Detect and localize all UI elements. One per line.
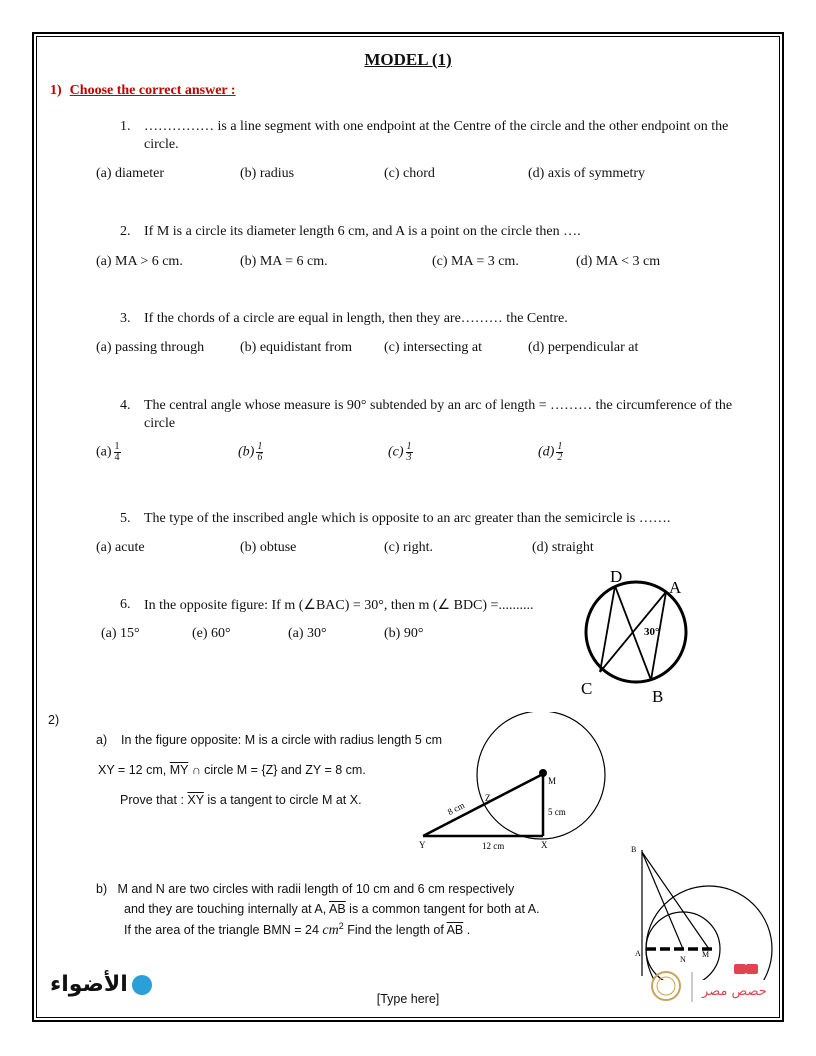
section1-number: 1)	[50, 83, 62, 98]
touching-circles-figure	[626, 838, 776, 980]
option-a[interactable]: (a) passing through	[96, 340, 205, 355]
option-d[interactable]	[538, 442, 563, 463]
segment-bm	[642, 852, 709, 949]
label-m: M	[702, 950, 710, 959]
question-text: The type of the inscribed angle which is opposite to an arc greater than the semicircle is …….	[144, 511, 671, 526]
question-text-cont: circle	[144, 416, 176, 431]
option-prefix: (b)	[238, 444, 255, 460]
option-a[interactable]: (a) acute	[96, 540, 145, 555]
question-text: If M is a circle its diameter length 6 cm, and A is a point on the circle then ….	[144, 224, 581, 239]
option-c[interactable]	[388, 442, 413, 463]
option-b[interactable]	[238, 442, 263, 463]
part-a-label: a)	[96, 733, 108, 747]
label-m: M	[548, 776, 557, 786]
segment-ab: $\overline{AB}$	[446, 923, 464, 938]
fraction-denominator: 2	[557, 452, 563, 463]
unit-exponent: 2	[338, 921, 344, 931]
label-z: Z	[485, 793, 491, 803]
section1-heading	[50, 83, 236, 99]
option-a-2[interactable]: (a) 30°	[288, 626, 327, 641]
part-b-label: b)	[96, 882, 108, 896]
segment-ym	[423, 774, 543, 836]
logo-text: حصص مصر	[702, 984, 767, 999]
question-text: The central angle whose measure is 90° subtended by an arc of length = ……… the circumference of the	[144, 398, 733, 413]
question-number: 3.	[120, 311, 131, 326]
label-n: N	[680, 955, 686, 964]
option-e[interactable]: (e) 60°	[192, 626, 231, 641]
question-number: 1.	[120, 119, 131, 134]
label-a: A	[635, 949, 641, 958]
section1-title: Choose the correct answer :	[69, 83, 236, 98]
option-b[interactable]: (b) obtuse	[240, 540, 297, 555]
option-b[interactable]: (b) 90°	[384, 626, 424, 641]
option-prefix: (c)	[388, 444, 404, 460]
circle-figure-1	[570, 560, 710, 710]
question-text: In the opposite figure: If m (∠BAC) = 30°, then m (∠ BDC) =..........	[144, 598, 534, 613]
option-d[interactable]: (d) MA < 3 cm	[576, 254, 661, 269]
text: is a tangent to circle M at X.	[203, 793, 362, 807]
fraction-numerator: 1	[406, 441, 412, 452]
question-text: If the chords of a circle are equal in length, then they are……… the Centre.	[144, 311, 568, 326]
page-title: MODEL (1)	[364, 50, 452, 69]
fraction-denominator: 6	[257, 452, 263, 463]
part-b-line2	[124, 902, 540, 916]
logo-circle-icon	[132, 975, 152, 995]
option-c[interactable]: (c) right.	[384, 540, 433, 555]
question-number: 2.	[120, 224, 131, 239]
segment-xy: $\overline{XY}$	[187, 793, 204, 807]
publisher-logo-right	[646, 962, 778, 1006]
part-b-text: M and N are two circles with radii length of 10 cm and 6 cm respectively	[117, 882, 515, 896]
question-number: 6.	[120, 597, 131, 612]
option-prefix: (a)	[96, 444, 112, 460]
label-mx-length: 5 cm	[548, 807, 566, 817]
label-zy-length: 8 cm	[445, 800, 467, 817]
part-a-text: In the figure opposite: M is a circle with radius length 5 cm	[121, 733, 443, 747]
section2-number: 2)	[48, 713, 60, 727]
text: Find the length of	[343, 923, 447, 938]
option-c[interactable]: (c) MA = 3 cm.	[432, 254, 519, 269]
label-c: C	[581, 679, 593, 698]
text: XY = 12 cm,	[98, 763, 170, 777]
segment-my: $\overline{MY}$	[169, 763, 189, 777]
option-a[interactable]: (a) 15°	[101, 626, 140, 641]
part-b-line1	[96, 882, 514, 896]
question-number: 5.	[120, 511, 131, 526]
option-b[interactable]: (b) equidistant from	[240, 340, 352, 355]
fraction-numerator: 1	[557, 441, 563, 452]
option-c[interactable]: (c) intersecting at	[384, 340, 482, 355]
label-b: B	[631, 845, 637, 854]
text: and they are touching internally at A,	[124, 902, 329, 916]
label-xy-length: 12 cm	[482, 841, 505, 851]
fraction-denominator: 4	[114, 452, 120, 463]
option-d[interactable]: (d) straight	[532, 540, 594, 555]
question-number: 4.	[120, 398, 131, 413]
option-b[interactable]: (b) radius	[240, 166, 295, 181]
center-m	[539, 769, 547, 777]
chord-dc	[600, 586, 615, 672]
option-d[interactable]: (d) perpendicular at	[528, 340, 639, 355]
text: is a common tangent for both at A.	[345, 902, 540, 916]
part-b-line3	[124, 921, 470, 939]
fraction	[114, 442, 121, 463]
text: ∩ circle M = {Z} and ZY = 8 cm.	[188, 763, 366, 777]
text: If the area of the triangle BMN = 24	[124, 923, 323, 938]
label-d: D	[610, 567, 623, 586]
fraction-denominator: 3	[406, 452, 412, 463]
part-a-line3	[120, 793, 362, 807]
fraction-numerator: 1	[114, 441, 120, 452]
label-x: X	[541, 840, 548, 850]
option-c[interactable]: (c) chord	[384, 166, 435, 181]
label-b: B	[652, 687, 664, 706]
fraction	[406, 442, 413, 463]
option-prefix: (d)	[538, 444, 555, 460]
footer-placeholder: [Type here]	[376, 992, 440, 1006]
tangent-figure	[415, 712, 615, 854]
part-a-line1	[96, 733, 442, 747]
option-d[interactable]: (d) axis of symmetry	[528, 166, 646, 181]
unit: cm	[322, 923, 339, 939]
question-text: …………… is a line segment with one endpoint at the Centre of the circle and the other endpoint on the	[144, 119, 729, 134]
segment-ab: $\overline{AB}$	[329, 902, 346, 916]
option-a[interactable]: (a) diameter	[96, 166, 165, 181]
part-a-line2	[98, 763, 366, 777]
logo-text: الأضواء	[50, 972, 128, 997]
text: .	[463, 923, 471, 938]
text: Prove that :	[120, 793, 188, 807]
option-a[interactable]	[96, 442, 121, 463]
option-b[interactable]: (b) MA = 6 cm.	[240, 254, 328, 269]
publisher-logo-left	[50, 972, 152, 997]
fraction	[556, 442, 563, 463]
question-text-cont: circle.	[144, 137, 179, 152]
label-a: A	[669, 578, 682, 597]
fraction-numerator: 1	[257, 441, 263, 452]
fraction	[256, 442, 263, 463]
label-y: Y	[419, 840, 426, 850]
option-a[interactable]: (a) MA > 6 cm.	[96, 254, 183, 269]
angle-label: 30°	[644, 626, 660, 638]
